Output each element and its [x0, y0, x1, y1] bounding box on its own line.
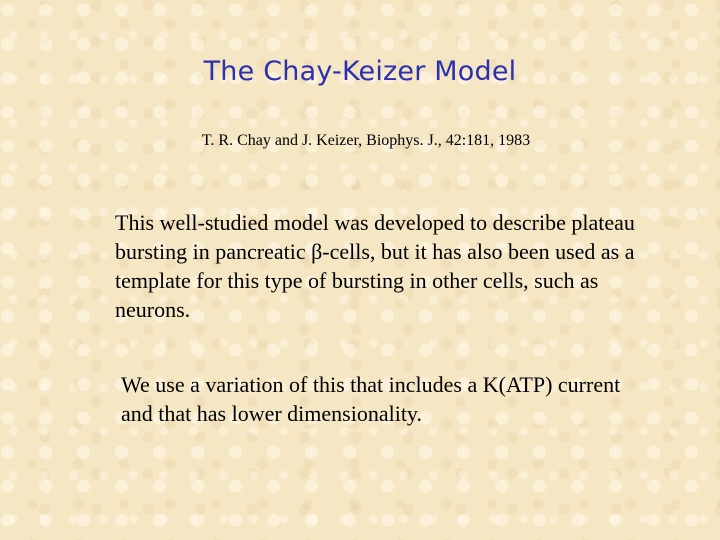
citation: T. R. Chay and J. Keizer, Biophys. J., 42:181, 1983 — [201, 132, 531, 149]
slide-title: The Chay-Keizer Model — [203, 56, 517, 87]
body-paragraph-1: This well-studied model was developed to describe plateau bursting in pancreatic β-cells, but it has also been used as a template for this type of bursting in other cells, such as neurons. — [115, 210, 635, 322]
body-paragraph-2: We use a variation of this that includes a K(ATP) current and that has lower dimensionality. — [121, 372, 621, 426]
